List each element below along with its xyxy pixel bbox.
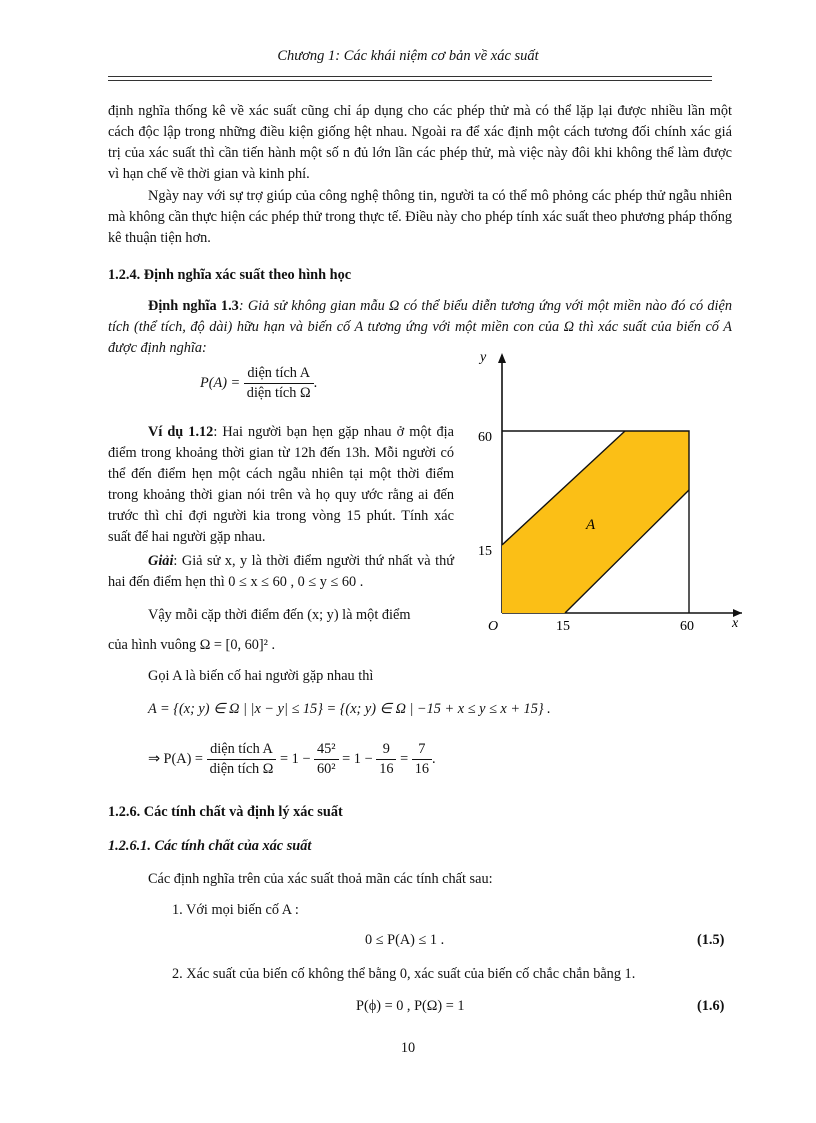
solution-text: : Giả sử x, y là thời điểm người thứ nhất và thứ hai đến điểm hẹn thì 0 ≤ x ≤ 60 , 0 ≤ y ≤ 60 .: [108, 553, 454, 590]
equation-1-5: 0 ≤ P(A) ≤ 1 .: [365, 932, 445, 948]
result-denominator-2: 60²: [317, 761, 336, 777]
equation-number-1-5: (1.5): [697, 932, 725, 948]
result-end: .: [432, 750, 436, 767]
result-mid-3: =: [400, 750, 409, 767]
result-fraction-4: [412, 740, 432, 779]
result-mid-1: = 1 −: [279, 750, 311, 767]
result-denominator-4: 16: [414, 761, 430, 777]
pair-line-1: Vậy mỗi cặp thời điểm đến (x; y) là một điểm: [148, 607, 411, 623]
x-tick-60: 60: [680, 619, 694, 634]
geometry-figure: [460, 345, 750, 635]
result-formula: [148, 740, 436, 779]
x-tick-15: 15: [556, 619, 570, 634]
example-label: Ví dụ 1.12: [148, 424, 214, 440]
pair-line-2: của hình vuông Ω = [0, 60]² .: [108, 637, 276, 653]
properties-intro: Các định nghĩa trên của xác suất thoả mãn các tính chất sau:: [148, 871, 493, 887]
result-mid-2: = 1 −: [342, 750, 373, 767]
formula-numerator: diện tích A: [244, 364, 314, 384]
section-heading-124: 1.2.4. Định nghĩa xác suất theo hình học: [108, 267, 352, 283]
origin-label: O: [488, 619, 499, 634]
subsection-heading-1261: 1.2.6.1. Các tính chất của xác suất: [108, 838, 312, 854]
event-set: A = {(x; y) ∈ Ω | |x − y| ≤ 15} = {(x; y) ∈ Ω | −15 + x ≤ y ≤ x + 15} .: [148, 701, 551, 717]
y-tick-15: 15: [478, 544, 492, 559]
formula-fraction: [244, 364, 314, 403]
header-rule-top: [108, 76, 712, 77]
formula-lhs: P(A) =: [200, 374, 241, 391]
result-denominator-3: 16: [379, 761, 394, 777]
intro-paragraph-2: Ngày nay với sự trợ giúp của công nghệ thông tin, người ta có thể mô phỏng các phép thử ngẫu nhiên mà không cần thực hiện các phép thử trong thực tế. Điều này cho phép tính xác suất theo phương pháp thống kê thuận tiện hơn.: [108, 188, 732, 246]
result-fraction-2: [314, 740, 339, 779]
section-heading-126: 1.2.6. Các tính chất và định lý xác suất: [108, 804, 343, 820]
result-fraction-3: [376, 740, 396, 779]
result-prefix: ⇒ P(A) =: [148, 750, 203, 767]
page-header: Chương 1: Các khái niệm cơ bản về xác suất: [277, 48, 539, 64]
definition-formula: [200, 364, 317, 403]
region-label: A: [586, 517, 596, 533]
solution-label: Giải: [148, 553, 174, 569]
result-numerator-1: diện tích A: [207, 740, 277, 760]
equation-1-6: P(ϕ) = 0 , P(Ω) = 1: [356, 998, 465, 1014]
formula-end: .: [313, 374, 318, 391]
result-numerator-3: 9: [376, 740, 396, 760]
formula-denominator: diện tích Ω: [246, 385, 311, 401]
y-tick-60: 60: [478, 430, 492, 445]
result-denominator-1: diện tích Ω: [209, 761, 274, 777]
page-number: 10: [400, 1040, 416, 1056]
property-item-1: 1. Với mọi biến cố A :: [172, 902, 299, 918]
result-numerator-2: 45²: [314, 740, 339, 760]
y-axis-label: y: [480, 350, 487, 365]
y-axis-arrow: [498, 353, 506, 363]
solution-paragraph: [108, 551, 454, 593]
property-item-2: 2. Xác suất của biến cố không thể bằng 0, xác suất của biến cố chắc chắn bằng 1.: [172, 966, 636, 982]
equation-number-1-6: (1.6): [697, 998, 725, 1014]
x-axis-label: x: [732, 616, 739, 631]
result-numerator-4: 7: [412, 740, 432, 760]
result-fraction-1: [207, 740, 277, 779]
example-1-12: [108, 422, 454, 548]
definition-text: : Giả sử không gian mẫu Ω có thể biểu diễn tương ứng với một miền nào đó có diện tích (thể tích, độ dài) hữu hạn và biến cố A tương ứng với một miền con của Ω thì xác suất của biến cố A được định nghĩa:: [108, 298, 733, 356]
definition-label: Định nghĩa 1.3: [148, 298, 239, 314]
intro-paragraph-1: định nghĩa thống kê về xác suất cũng chỉ áp dụng cho các phép thử mà có thể lặp lại được nhiều lần một cách độc lập trong những điều kiện giống hệt nhau. Ngoài ra để xác định một cách tương đối chính xác giá trị của xác suất thì cần tiến hành một số n đủ lớn lần các phép thử, mà việc này đôi khi không thể làm được vì hạn chế về thời gian và kinh phí.: [108, 103, 732, 182]
header-rule-bottom: [108, 80, 712, 81]
event-intro: Gọi A là biến cố hai người gặp nhau thì: [148, 668, 374, 684]
example-text: : Hai người bạn hẹn gặp nhau ở một địa điểm trong khoảng thời gian từ 12h đến 13h. Mỗi người có thể đến điểm hẹn một cách ngẫu nhiên tại một thời điểm trong khoảng thời gian nói trên và họ quy ước rằng ai đến trước thì chỉ đợi người kia trong vòng 15 phút. Tính xác suất để hai người gặp nhau.: [108, 424, 454, 545]
